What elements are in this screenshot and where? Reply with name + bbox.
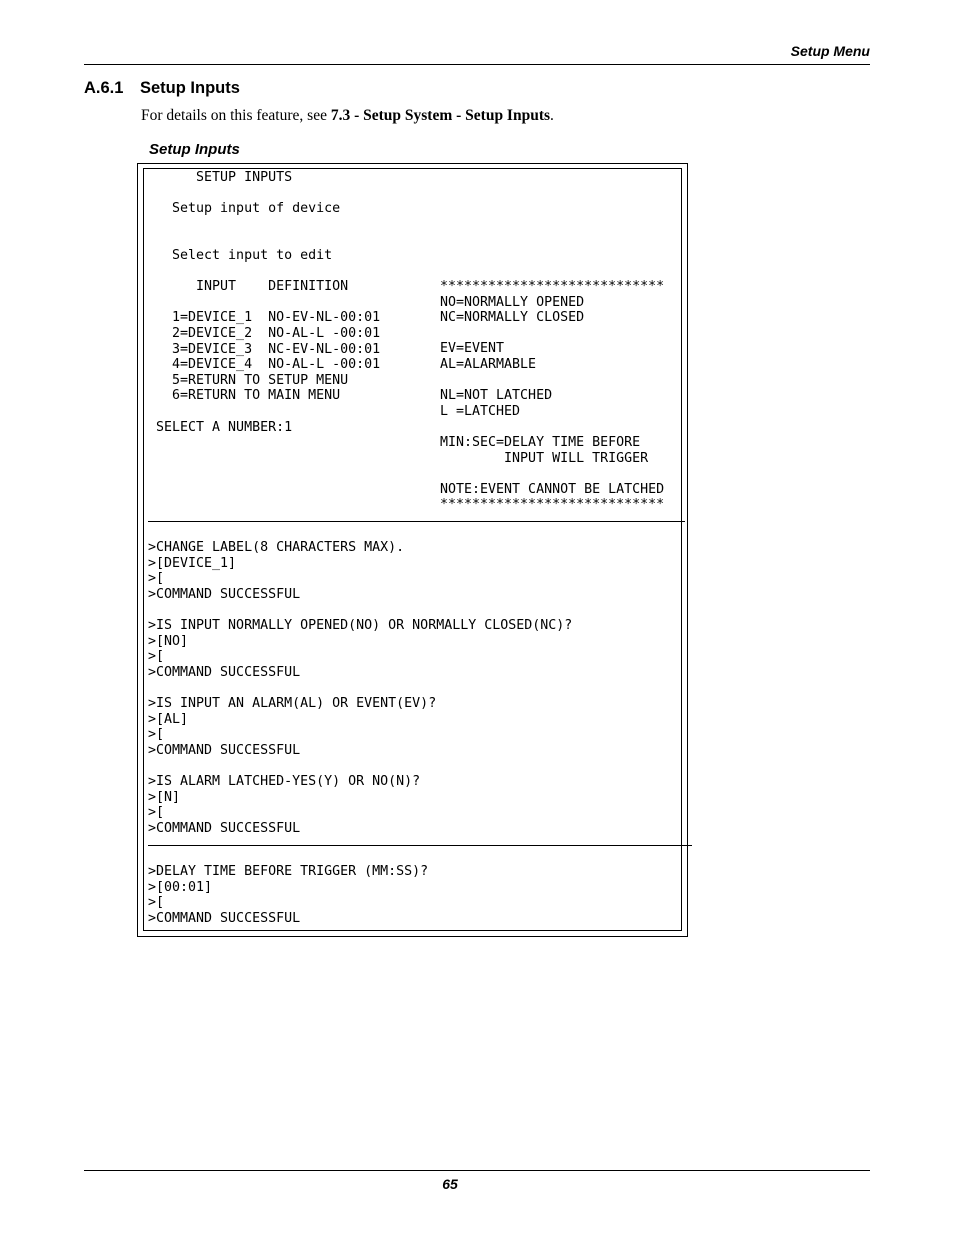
terminal-line: 1=DEVICE_1 NO-EV-NL-00:01 [148,310,381,326]
terminal-line: 6=RETURN TO MAIN MENU [148,388,341,404]
terminal-line: >COMMAND SUCCESSFUL [148,910,301,926]
terminal-line [148,186,380,202]
page-number: 65 [442,1176,458,1192]
section-heading [84,79,240,98]
terminal-line: >IS INPUT NORMALLY OPENED(NO) OR NORMALLY CLOSED(NC)? [148,617,573,633]
terminal-line: NOTE:EVENT CANNOT BE LATCHED [440,481,665,497]
footer-rule [84,1170,870,1171]
terminal-line: >IS INPUT AN ALARM(AL) OR EVENT(EV)? [148,695,437,711]
terminal-line: >COMMAND SUCCESSFUL [148,742,301,758]
terminal-line: 4=DEVICE_4 NO-AL-L -00:01 [148,357,381,373]
terminal-line: >DELAY TIME BEFORE TRIGGER (MM:SS)? [148,864,429,879]
terminal-line: INPUT DEFINITION [148,279,349,295]
running-header: Setup Menu [790,43,870,59]
terminal-line [148,758,572,774]
delay-dialog [148,864,428,926]
terminal-line: >[ [148,727,165,743]
cross-reference: 7.3 - Setup System - Setup Inputs [330,107,551,124]
terminal-line: >[NO] [148,633,189,649]
screen-divider-2 [148,845,692,846]
terminal-line: >COMMAND SUCCESSFUL [148,664,301,680]
intro-paragraph [141,107,554,125]
terminal-line: NL=NOT LATCHED [440,388,553,404]
command-dialog [148,540,572,836]
terminal-line: 5=RETURN TO SETUP MENU [148,372,349,388]
screen-divider-1 [148,521,685,522]
intro-prefix: For details on this feature, see [141,107,331,124]
header-rule [84,64,870,65]
terminal-line: INPUT WILL TRIGGER [440,450,649,466]
terminal-line: >[ [148,895,165,911]
terminal-line: NC=NORMALLY CLOSED [440,310,585,326]
terminal-line [148,264,380,280]
terminal-line [148,602,572,618]
definition-legend [440,279,664,513]
terminal-line: SETUP INPUTS [148,170,293,185]
terminal-line: 2=DEVICE_2 NO-AL-L -00:01 [148,325,381,341]
terminal-line: SELECT A NUMBER:1 [148,419,293,435]
terminal-line [148,404,380,420]
section-number: A.6.1 [84,79,124,97]
terminal-line: >[00:01] [148,879,213,895]
terminal-line [148,232,380,248]
terminal-line: >[DEVICE_1] [148,555,237,571]
terminal-line: >IS ALARM LATCHED-YES(Y) OR NO(N)? [148,773,421,789]
terminal-line [440,373,664,389]
terminal-line: >COMMAND SUCCESSFUL [148,820,301,836]
terminal-line: EV=EVENT [440,341,505,357]
terminal-line: >CHANGE LABEL(8 CHARACTERS MAX). [148,540,405,555]
terminal-line: >[N] [148,789,181,805]
terminal-line: **************************** [440,497,665,513]
terminal-line [148,295,380,311]
terminal-line: NO=NORMALLY OPENED [440,294,585,310]
terminal-line: >[AL] [148,711,189,727]
terminal-line: **************************** [440,279,665,294]
terminal-line [148,217,380,233]
terminal-line: L =LATCHED [440,403,521,419]
terminal-line: >[ [148,571,165,587]
terminal-line: Setup input of device [148,201,341,217]
terminal-line: >[ [148,649,165,665]
section-title: Setup Inputs [140,79,240,97]
terminal-line: MIN:SEC=DELAY TIME BEFORE [440,434,641,450]
terminal-line [440,419,664,435]
terminal-line [148,680,572,696]
setup-menu-text [148,170,380,435]
terminal-line: AL=ALARMABLE [440,356,537,372]
figure-caption: Setup Inputs [149,141,240,158]
terminal-line: >COMMAND SUCCESSFUL [148,586,301,602]
terminal-line [440,326,664,342]
terminal-line: >[ [148,805,165,821]
terminal-line: Select input to edit [148,247,333,263]
terminal-line: 3=DEVICE_3 NC-EV-NL-00:01 [148,341,381,357]
intro-suffix: . [550,107,554,124]
terminal-line [440,466,664,482]
